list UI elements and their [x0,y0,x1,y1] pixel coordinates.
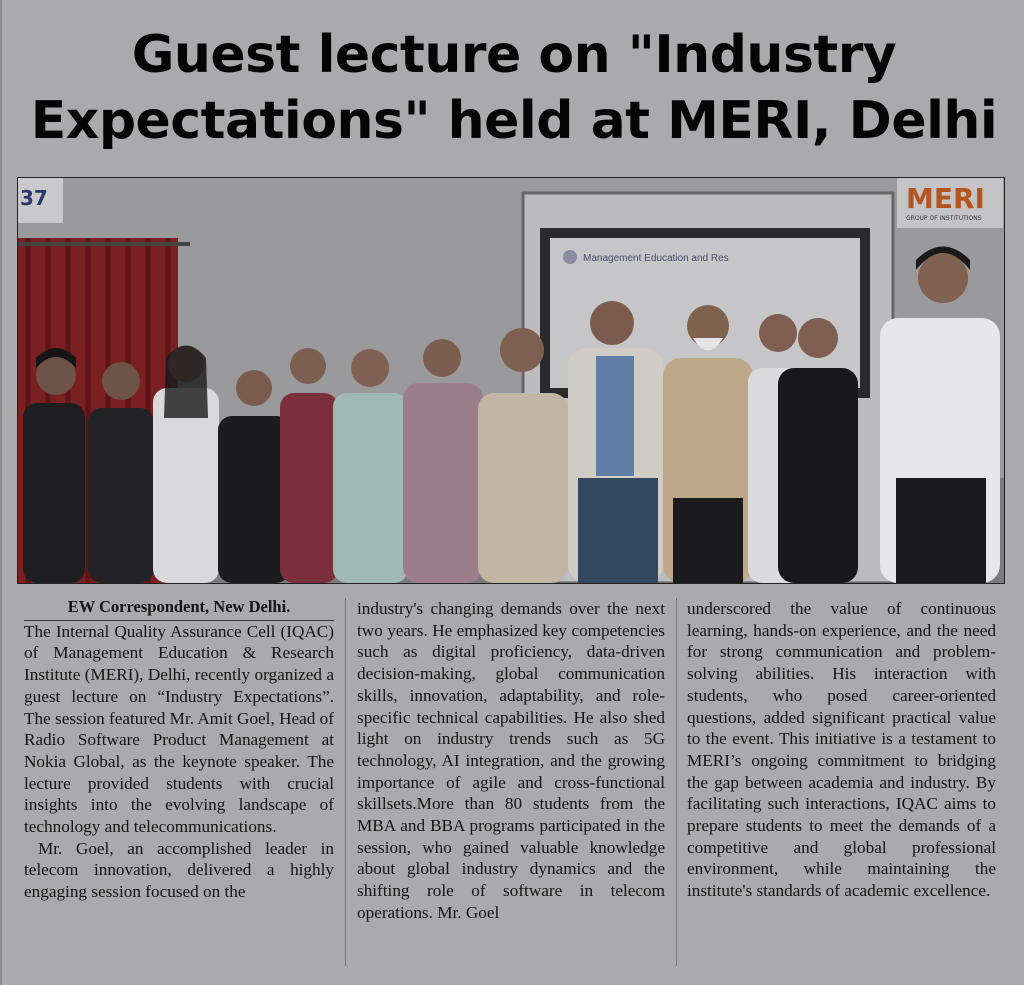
paragraph: underscored the value of continuous learning, hands-on experience, and the need for strong communication and problem-solving abilities. His interaction with students, who posed career-oriented questions, added significant practical value to the event. This initiative is a testament to MERI’s ongoing commitment to bridging the gap between academia and industry. By facilitating such interactions, IQAC aims to prepare students to meet the demands of a competitive and global professional environment, while maintaining the institute's standards of academic excellence. [687,599,996,901]
article-column-1 [24,596,334,903]
article-column-2 [357,598,665,924]
headline [2,22,1024,154]
meri-logo [897,178,1003,228]
paragraph: industry's changing demands over the next two years. He emphasized key competencies such as digital proficiency, data-driven decision-making, global communication skills, innovation, adaptability, and role-specific technical capabilities. He also shed light on industry trends such as 5G technology, AI integration, and the growing importance of agile and cross-functional skillsets.More than 80 students from the MBA and BBA programs participated in the session, who gained valuable knowledge about global industry dynamics and the shifting role of software in telecom operations. Mr. Goel [357,599,665,922]
headline-line-1: Guest lecture on "Industry [131,25,897,85]
column-divider [345,598,346,966]
headline-line-2: Expectations" held at MERI, Delhi [30,91,998,151]
paragraph: Mr. Goel, an accomplished leader in telecom innovation, delivered a highly engaging session focused on the [24,838,334,902]
meri-logo-text: MERI [906,182,985,215]
screen-title: Management Education and Res [583,253,729,264]
paragraph: The Internal Quality Assurance Cell (IQAC) of Management Education & Research Institute (MERI), Delhi, recently organized a guest lecture on “Industry Expectations”. The session featured Mr. Amit Goel, Head of Radio Software Product Management at Nokia Global, as the keynote speaker. The lecture provided students with crucial insights into the evolving landscape of technology and telecommunications. [24,621,334,837]
column-divider [676,598,677,966]
meri-logo-tagline: GROUP OF INSTITUTIONS [906,215,982,222]
article-column-3 [687,598,996,902]
logo-number: 37 [20,186,48,210]
byline: EW Correspondent, New Delhi. [24,596,334,621]
group-photo [17,177,1005,584]
anniversary-logo [18,178,63,223]
